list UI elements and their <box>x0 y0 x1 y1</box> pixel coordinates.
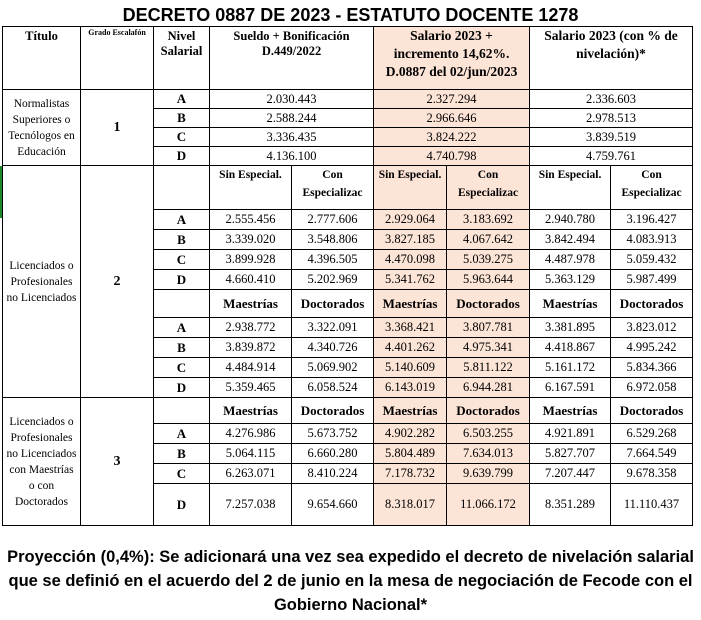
value-cell: 3.381.895 <box>530 318 611 338</box>
document-title: DECRETO 0887 DE 2023 - ESTATUTO DOCENTE 1278 <box>122 5 579 25</box>
value-cell: 5.069.902 <box>292 358 374 378</box>
nivel-cell: C <box>154 250 210 270</box>
nivel-cell: D <box>154 270 210 290</box>
header-grado: Grado Escalafón <box>81 27 154 90</box>
value-cell: 4.759.761 <box>530 147 693 166</box>
value-cell: 8.318.017 <box>374 484 447 526</box>
table-row <box>3 27 693 90</box>
header-con-especializ: Con Especializac <box>447 166 530 210</box>
value-cell: 3.548.806 <box>292 230 374 250</box>
value-cell: 3.823.012 <box>611 318 693 338</box>
value-cell: 3.368.421 <box>374 318 447 338</box>
nivel-cell: B <box>154 444 210 464</box>
value-cell: 4.995.242 <box>611 338 693 358</box>
empty-cell <box>154 166 210 210</box>
value-cell: 4.276.986 <box>210 424 292 444</box>
nivel-cell: C <box>154 128 210 147</box>
nivel-cell: A <box>154 210 210 230</box>
grado-1: 1 <box>81 90 154 166</box>
value-cell: 5.202.969 <box>292 270 374 290</box>
value-cell: 2.938.772 <box>210 318 292 338</box>
value-cell: 2.336.603 <box>530 90 693 109</box>
value-cell: 9.678.358 <box>611 464 693 484</box>
nivel-cell: B <box>154 230 210 250</box>
nivel-cell: C <box>154 464 210 484</box>
value-cell: 4.340.726 <box>292 338 374 358</box>
nivel-cell: A <box>154 424 210 444</box>
header-sueldo: Sueldo + Bonificación D.449/2022 <box>210 27 374 90</box>
header-nivel: Nivel Salarial <box>154 27 210 90</box>
value-cell: 6.944.281 <box>447 378 530 398</box>
value-cell: 5.827.707 <box>530 444 611 464</box>
header-maestrias: Maestrías <box>210 290 292 318</box>
value-cell: 2.940.780 <box>530 210 611 230</box>
salary-table <box>2 26 693 526</box>
header-titulo: Título <box>3 27 81 90</box>
value-cell: 6.529.268 <box>611 424 693 444</box>
value-cell: 9.639.799 <box>447 464 530 484</box>
value-cell: 4.083.913 <box>611 230 693 250</box>
footer-note: Proyección (0,4%): Se adicionará una vez sea expedido el decreto de nivelación salarial que se definió en el acuerdo del 2 de junio en la mesa de negociación de Fecode con el Gobierno Nacional* <box>7 548 694 614</box>
value-cell: 3.827.185 <box>374 230 447 250</box>
value-cell: 3.322.091 <box>292 318 374 338</box>
value-cell: 3.183.692 <box>447 210 530 230</box>
value-cell: 2.588.244 <box>210 109 374 128</box>
grado-2: 2 <box>81 166 154 398</box>
header-maestrias: Maestrías <box>374 398 447 424</box>
value-cell: 4.067.642 <box>447 230 530 250</box>
value-cell: 2.327.294 <box>374 90 530 109</box>
value-cell: 2.030.443 <box>210 90 374 109</box>
empty-cell <box>154 398 210 424</box>
nivel-cell: A <box>154 318 210 338</box>
titulo-grado-1: Normalistas Superiores o Tecnólogos en Educación <box>3 90 81 166</box>
value-cell: 9.654.660 <box>292 484 374 526</box>
value-cell: 4.484.914 <box>210 358 292 378</box>
header-doctorados: Doctorados <box>292 290 374 318</box>
header-maestrias: Maestrías <box>530 290 611 318</box>
header-doctorados: Doctorados <box>292 398 374 424</box>
nivel-cell: C <box>154 358 210 378</box>
value-cell: 5.811.122 <box>447 358 530 378</box>
value-cell: 2.929.064 <box>374 210 447 230</box>
header-maestrias: Maestrías <box>374 290 447 318</box>
value-cell: 6.167.591 <box>530 378 611 398</box>
value-cell: 4.740.798 <box>374 147 530 166</box>
value-cell: 6.263.071 <box>210 464 292 484</box>
value-cell: 5.161.172 <box>530 358 611 378</box>
value-cell: 8.351.289 <box>530 484 611 526</box>
value-cell: 3.899.928 <box>210 250 292 270</box>
value-cell: 2.555.456 <box>210 210 292 230</box>
value-cell: 4.470.098 <box>374 250 447 270</box>
value-cell: 7.664.549 <box>611 444 693 464</box>
value-cell: 5.064.115 <box>210 444 292 464</box>
titulo-grado-3: Licenciados o Profesionales no Licenciados con Maestrías o con Doctorados <box>3 398 81 526</box>
value-cell: 5.363.129 <box>530 270 611 290</box>
value-cell: 4.660.410 <box>210 270 292 290</box>
value-cell: 6.660.280 <box>292 444 374 464</box>
header-sin-especial: Sin Especial. <box>374 166 447 210</box>
header-doctorados: Doctorados <box>611 290 693 318</box>
value-cell: 3.196.427 <box>611 210 693 230</box>
value-cell: 3.807.781 <box>447 318 530 338</box>
header-con-especializ: Con Especializac <box>292 166 374 210</box>
header-salario-nivelacion: Salario 2023 (con % de nivelación)* <box>530 27 693 90</box>
value-cell: 5.039.275 <box>447 250 530 270</box>
value-cell: 2.978.513 <box>530 109 693 128</box>
value-cell: 5.963.644 <box>447 270 530 290</box>
value-cell: 4.487.978 <box>530 250 611 270</box>
nivel-cell: D <box>154 378 210 398</box>
value-cell: 4.975.341 <box>447 338 530 358</box>
table-row <box>3 166 693 210</box>
value-cell: 3.839.872 <box>210 338 292 358</box>
table-row <box>3 398 693 424</box>
value-cell: 5.359.465 <box>210 378 292 398</box>
nivel-cell: D <box>154 147 210 166</box>
value-cell: 2.966.646 <box>374 109 530 128</box>
header-maestrias: Maestrías <box>210 398 292 424</box>
value-cell: 5.987.499 <box>611 270 693 290</box>
value-cell: 7.257.038 <box>210 484 292 526</box>
value-cell: 5.341.762 <box>374 270 447 290</box>
header-doctorados: Doctorados <box>447 398 530 424</box>
header-doctorados: Doctorados <box>447 290 530 318</box>
value-cell: 4.418.867 <box>530 338 611 358</box>
value-cell: 3.336.435 <box>210 128 374 147</box>
value-cell: 8.410.224 <box>292 464 374 484</box>
nivel-cell: B <box>154 109 210 128</box>
value-cell: 7.634.013 <box>447 444 530 464</box>
value-cell: 4.401.262 <box>374 338 447 358</box>
value-cell: 5.834.366 <box>611 358 693 378</box>
nivel-cell: B <box>154 338 210 358</box>
value-cell: 4.921.891 <box>530 424 611 444</box>
value-cell: 11.066.172 <box>447 484 530 526</box>
value-cell: 3.839.519 <box>530 128 693 147</box>
value-cell: 3.842.494 <box>530 230 611 250</box>
empty-cell <box>154 290 210 318</box>
value-cell: 7.207.447 <box>530 464 611 484</box>
header-con-especializ: Con Especializac <box>611 166 693 210</box>
value-cell: 2.777.606 <box>292 210 374 230</box>
value-cell: 3.339.020 <box>210 230 292 250</box>
value-cell: 6.972.058 <box>611 378 693 398</box>
value-cell: 7.178.732 <box>374 464 447 484</box>
header-maestrias: Maestrías <box>530 398 611 424</box>
value-cell: 5.804.489 <box>374 444 447 464</box>
value-cell: 6.503.255 <box>447 424 530 444</box>
grado-3: 3 <box>81 398 154 526</box>
value-cell: 5.673.752 <box>292 424 374 444</box>
header-doctorados: Doctorados <box>611 398 693 424</box>
header-salario-2023: Salario 2023 + incremento 14,62%. D.0887 del 02/jun/2023 <box>374 27 530 90</box>
value-cell: 4.136.100 <box>210 147 374 166</box>
value-cell: 4.902.282 <box>374 424 447 444</box>
header-sin-especial: Sin Especial. <box>210 166 292 210</box>
value-cell: 5.059.432 <box>611 250 693 270</box>
nivel-cell: D <box>154 484 210 526</box>
value-cell: 11.110.437 <box>611 484 693 526</box>
value-cell: 4.396.505 <box>292 250 374 270</box>
value-cell: 6.143.019 <box>374 378 447 398</box>
value-cell: 6.058.524 <box>292 378 374 398</box>
value-cell: 5.140.609 <box>374 358 447 378</box>
value-cell: 3.824.222 <box>374 128 530 147</box>
nivel-cell: A <box>154 90 210 109</box>
header-sin-especial: Sin Especial. <box>530 166 611 210</box>
table-row <box>3 90 693 109</box>
titulo-grado-2: Licenciados o Profesionales no Licenciados <box>3 166 81 398</box>
